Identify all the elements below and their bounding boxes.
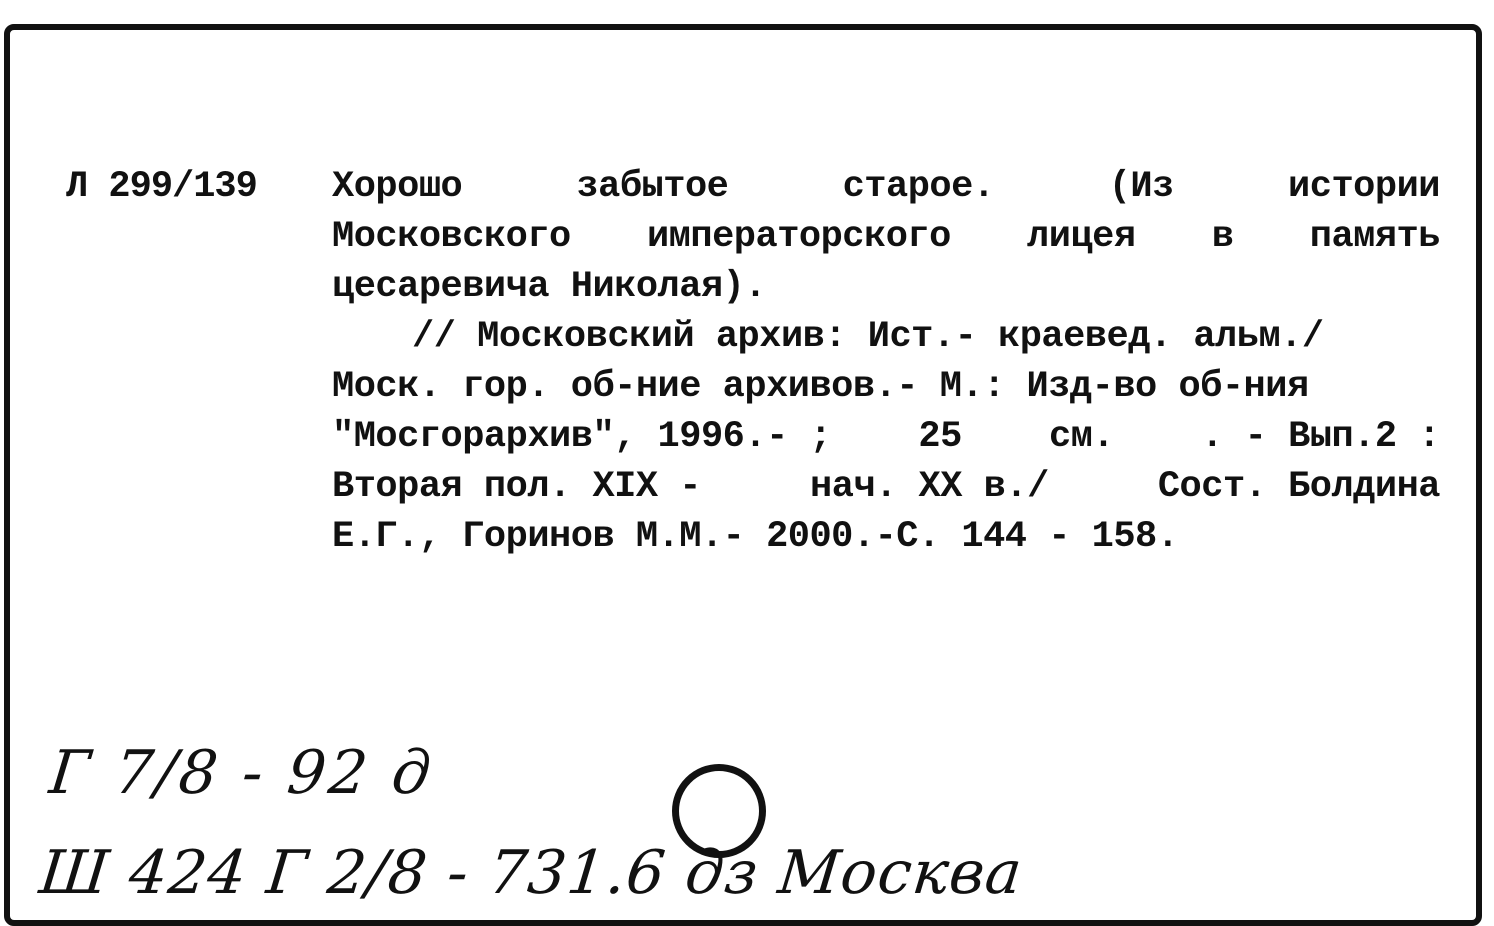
- entry-text: Вторая пол. XIX -: [332, 466, 701, 508]
- entry-word: Хорошо: [332, 166, 463, 208]
- entry-line-2: [332, 212, 1440, 262]
- entry-text: Моск. гор. об-ние архивов.- М.: Изд-во об-ния: [332, 366, 1309, 408]
- entry-word: в: [1211, 216, 1234, 258]
- entry-word: память: [1309, 216, 1440, 258]
- entry-word: лицея: [1027, 216, 1136, 258]
- entry-text: см.: [1048, 416, 1115, 458]
- entry-text: Е.Г., Горинов М.М.- 2000.-С. 144 - 158.: [332, 516, 1179, 558]
- entry-line-6: [332, 412, 1440, 462]
- entry-text: Сост. Болдина: [1157, 466, 1440, 508]
- entry-text: . - Вып.2 :: [1201, 416, 1440, 458]
- handwritten-classification: Ш 424 Г 2/8 - 731.6 дз Москва: [36, 838, 1026, 908]
- entry-line-8: [332, 512, 1440, 562]
- call-number: Л 299/139: [66, 166, 257, 208]
- entry-word: (Из: [1108, 166, 1174, 208]
- entry-word: забытое: [576, 166, 729, 208]
- entry-line-4: [332, 312, 1440, 362]
- entry-text: нач. XX в./: [810, 466, 1049, 508]
- catalog-card: [4, 24, 1482, 926]
- entry-text: // Московский архив: Ист.- краевед. альм./: [412, 316, 1324, 358]
- bibliographic-entry: [332, 162, 1440, 562]
- entry-text: "Мосгорархив", 1996.- ;: [332, 416, 832, 458]
- entry-text: цесаревича Николая).: [332, 266, 767, 308]
- entry-word: истории: [1288, 166, 1440, 208]
- entry-text: 25: [918, 416, 962, 458]
- entry-line-1: [332, 162, 1440, 212]
- entry-line-7: [332, 462, 1440, 512]
- entry-word: Московского: [332, 216, 571, 258]
- handwritten-shelf-mark: Г 7/8 - 92 д: [46, 738, 437, 808]
- entry-word: императорского: [646, 216, 951, 258]
- entry-line-5: [332, 362, 1440, 412]
- entry-word: старое.: [842, 166, 995, 208]
- entry-line-3: [332, 262, 1440, 312]
